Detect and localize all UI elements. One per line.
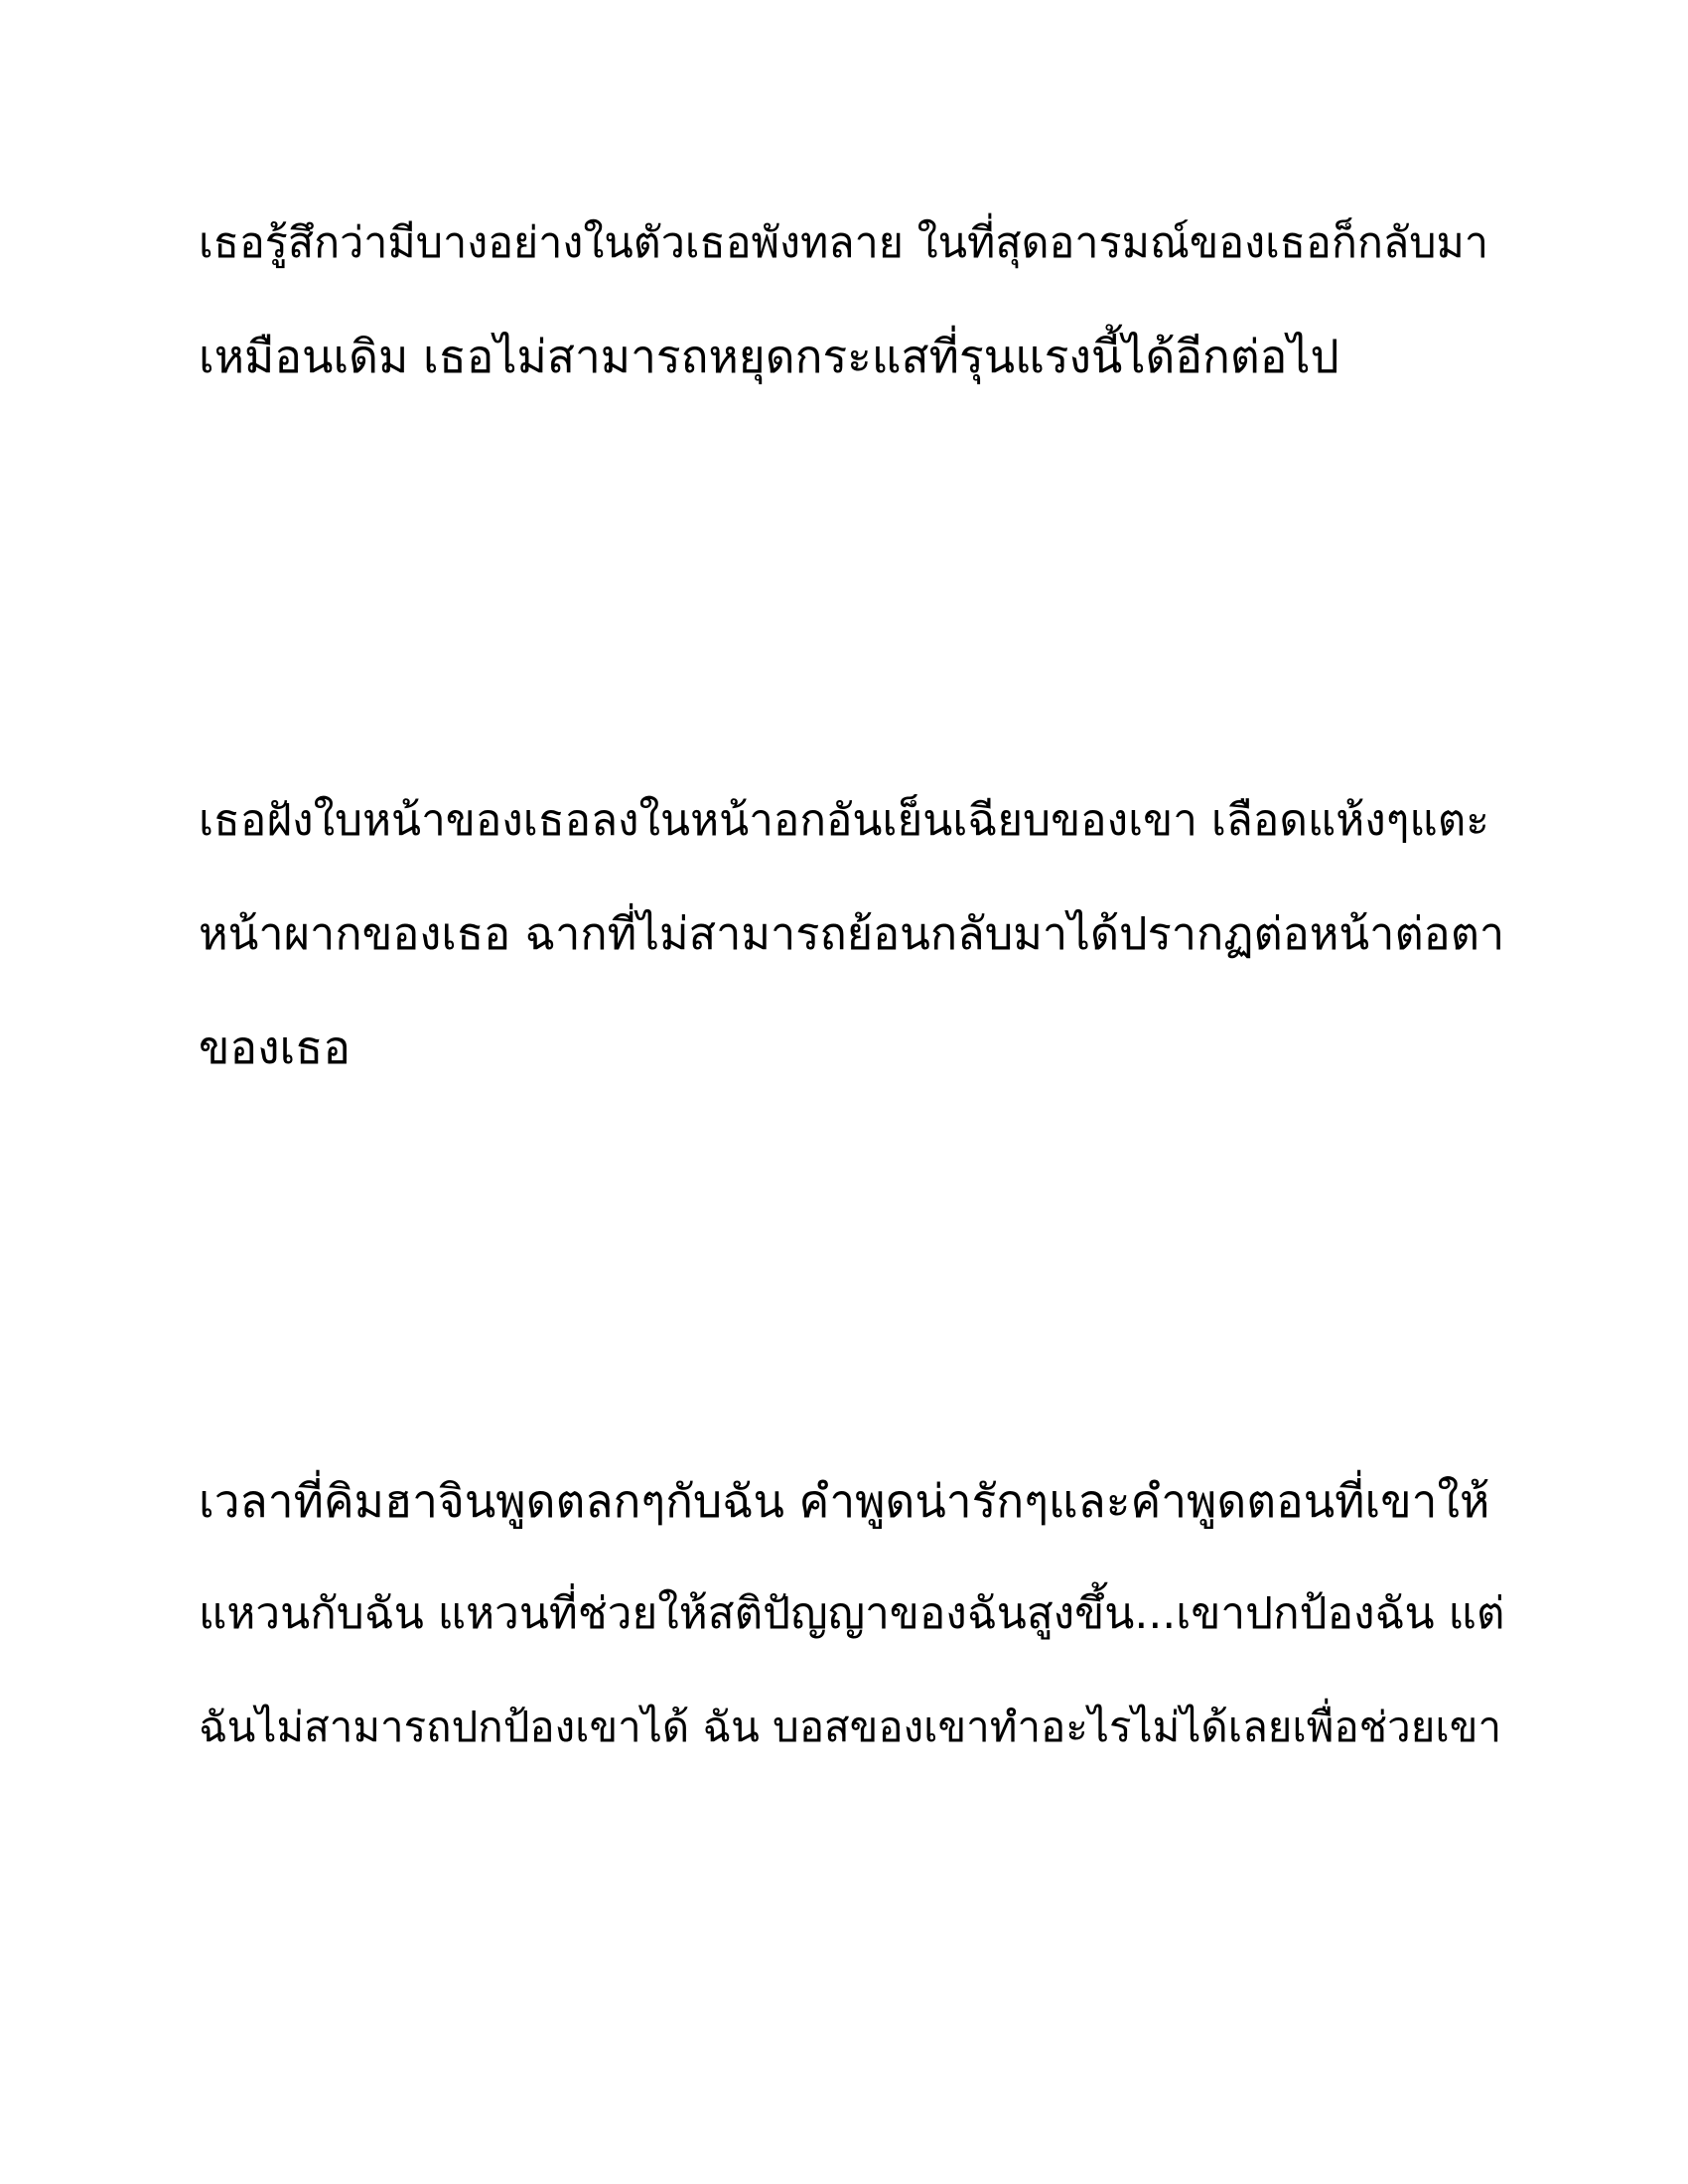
- paragraph-1-line-1: เธอรู้สึกว่ามีบางอย่างในตัวเธอพังทลาย ในที่สุดอารมณ์ของเธอก็กลับมา: [199, 218, 1489, 268]
- paragraph-3-line-1: เวลาที่คิมฮาจินพูดตลกๆกับฉัน คำพูดน่ารักๆและคำพูดตอนที่เขาให้: [199, 1474, 1490, 1528]
- paragraph-2-line-2: หน้าผากของเธอ ฉากที่ไม่สามารถย้อนกลับมาได้ปรากฏต่อหน้าต่อตา: [199, 907, 1505, 960]
- paragraph-3-line-2: แหวนกับฉัน แหวนที่ช่วยให้สติปัญญาของฉันสูงขึ้น...เขาปกป้องฉัน แต่: [199, 1588, 1505, 1639]
- paragraph-2: [199, 764, 1505, 1104]
- paragraph-2-line-1: เธอฝังใบหน้าของเธอลงในหน้าอกอันเย็นเฉียบของเขา เลือดแห้งๆแตะ: [199, 795, 1489, 846]
- paragraph-1: [199, 187, 1489, 413]
- paragraph-3: [199, 1444, 1505, 1784]
- paragraph-3-line-3: ฉันไม่สามารถปกป้องเขาได้ ฉัน บอสของเขาทำอะไรไม่ได้เลยเพื่อช่วยเขา: [199, 1703, 1502, 1751]
- paragraph-1-line-2: เหมือนเดิม เธอไม่สามารถหยุดกระแสที่รุนแรงนี้ได้อีกต่อไป: [199, 330, 1339, 383]
- paragraph-2-line-3: ของเธอ: [199, 1021, 351, 1074]
